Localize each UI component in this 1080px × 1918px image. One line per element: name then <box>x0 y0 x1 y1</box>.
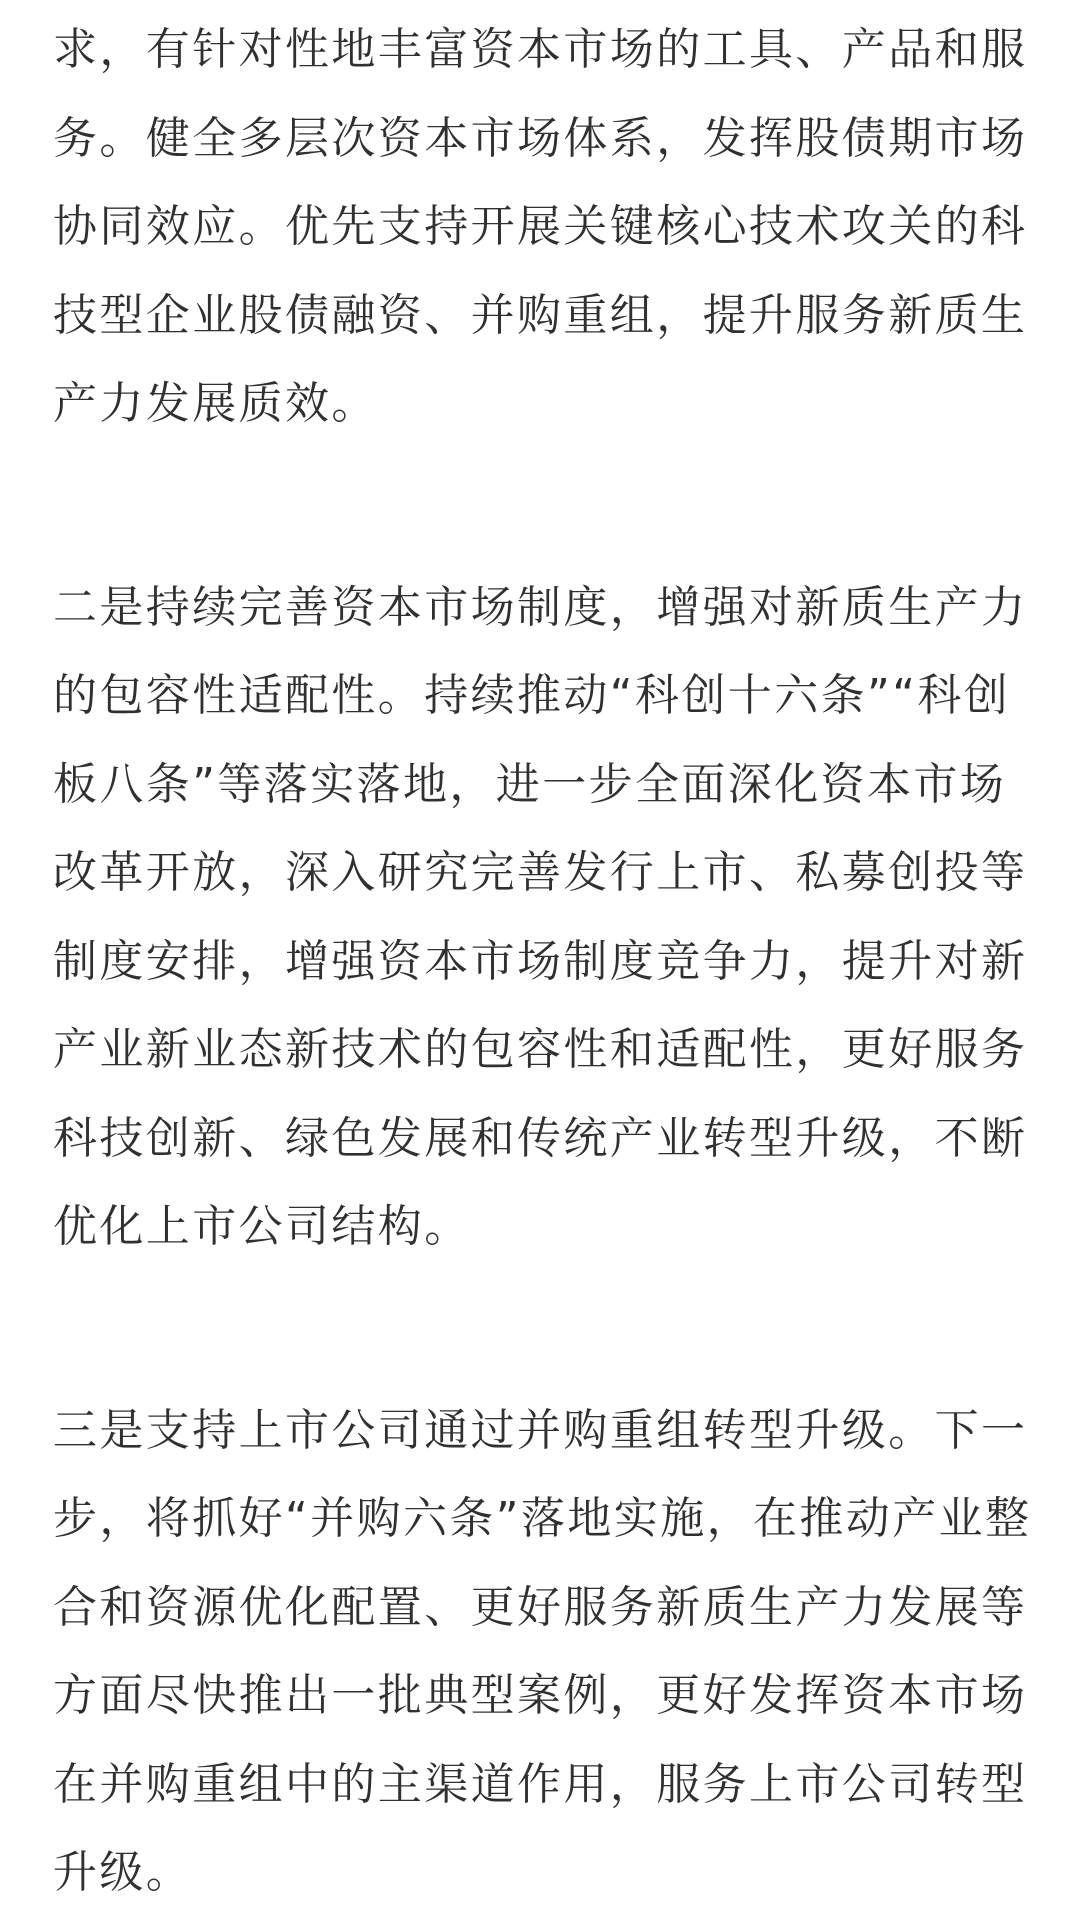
paragraph-3 <box>53 1387 1043 1918</box>
text-line: 二是持续完善资本市场制度，增强对新质生产力 <box>53 581 1028 633</box>
text-line: 步，将抓好“并购六条”落地实施，在推动产业整 <box>53 1493 1032 1544</box>
paragraph-spacer <box>53 449 1043 564</box>
text-line: 制度安排，增强资本市场制度竞争力，提升对新 <box>53 935 1028 987</box>
text-line: 改革开放，深入研究完善发行上市、私募创投等 <box>53 847 1028 898</box>
text-line: 在并购重组中的主渠道作用，服务上市公司转型 <box>53 1758 1028 1810</box>
paragraph-1 <box>53 6 1043 449</box>
text-line: 技型企业股债融资、并购重组，提升服务新质生 <box>53 289 1028 341</box>
text-line: 方面尽快推出一批典型案例，更好发挥资本市场 <box>53 1670 1028 1721</box>
text-line: 合和资源优化配置、更好服务新质生产力发展等 <box>53 1581 1028 1633</box>
text-line: 务。健全多层次资本市场体系，发挥股债期市场 <box>53 112 1028 164</box>
text-line: 升级。 <box>53 1847 193 1898</box>
text-line: 协同效应。优先支持开展关键核心技术攻关的科 <box>53 201 1028 252</box>
text-line: 求，有针对性地丰富资本市场的工具、产品和服 <box>53 24 1028 75</box>
paragraph-spacer <box>53 1272 1043 1387</box>
text-line: 产力发展质效。 <box>53 378 378 429</box>
text-line: 的包容性适配性。持续推动“科创十六条”“科创 <box>53 670 1011 721</box>
text-line: 三是支持上市公司通过并购重组转型升级。下一 <box>53 1404 1028 1456</box>
article-body <box>53 6 1043 1918</box>
text-line: 科技创新、绿色发展和传统产业转型升级，不断 <box>53 1112 1028 1164</box>
text-line: 板八条”等落实落地，进一步全面深化资本市场 <box>53 758 1007 810</box>
text-line: 产业新业态新技术的包容性和适配性，更好服务 <box>53 1024 1028 1075</box>
paragraph-2 <box>53 564 1043 1272</box>
text-line: 优化上市公司结构。 <box>53 1201 471 1252</box>
